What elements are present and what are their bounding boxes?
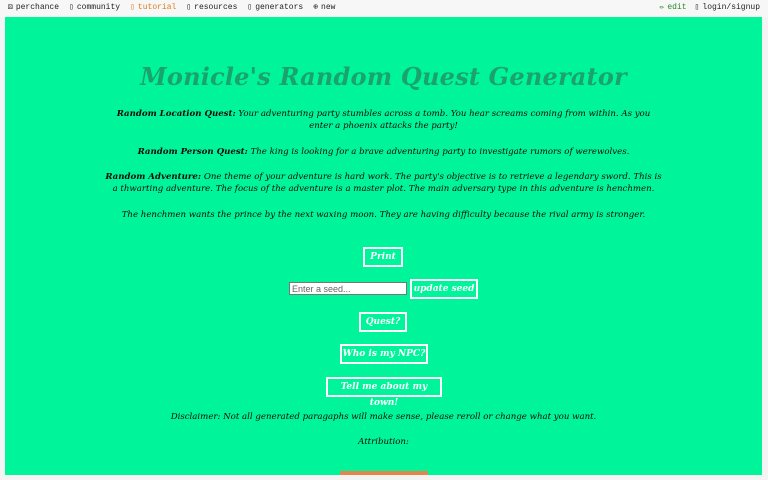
nav-login[interactable]: [695, 3, 760, 12]
nav-tutorial[interactable]: [130, 3, 176, 12]
person-quest: [105, 146, 662, 158]
town-button[interactable]: Tell me about my town!: [326, 377, 442, 397]
nav-new[interactable]: [313, 3, 335, 12]
list-icon: ▯: [247, 2, 253, 12]
plus-circle-icon: ⊕: [313, 2, 319, 12]
nav-resources[interactable]: [186, 3, 237, 12]
generator-frame: [5, 17, 762, 475]
person-quest-text: The king is looking for a brave adventuring party to investigate rumors of werewolves.: [250, 147, 630, 157]
nav-new-label: new: [321, 3, 336, 12]
npc-button[interactable]: Who is my NPC?: [340, 344, 428, 364]
random-adventure: [105, 171, 662, 195]
person-quest-label: Random Person Quest:: [137, 147, 248, 157]
attribution: Attribution:: [358, 437, 409, 447]
nav-perchance[interactable]: [8, 3, 59, 12]
location-quest-text: Your adventuring party stumbles across a tomb. You hear screams coming from within. As you enter a phoenix attacks the party!: [238, 109, 651, 131]
pencil-icon: ✏: [659, 2, 665, 12]
nav-resources-label: resources: [194, 3, 238, 12]
nav-community[interactable]: [69, 3, 120, 12]
seed-input[interactable]: [289, 282, 407, 295]
quest-button[interactable]: Quest?: [359, 312, 407, 332]
nav-right: [660, 3, 760, 12]
nav-left: [8, 3, 335, 12]
page-title: Monicle's Random Quest Generator: [140, 62, 627, 91]
nav-tutorial-label: tutorial: [137, 3, 177, 12]
user-icon: ▯: [694, 2, 700, 12]
update-seed-button[interactable]: update seed: [410, 279, 478, 299]
book-icon: ▯: [130, 2, 135, 12]
random-adventure-text: One theme of your adventure is hard work. The party's objective is to retrieve a legendary sword. This is a thwarting adventure. The focus of the adventure is a master plot. The main adversary type in this adventure is henchmen.: [112, 172, 662, 194]
adventure-detail: The henchmen wants the prince by the next waxing moon. They are having difficulty because the rival army is stronger.: [121, 210, 646, 220]
print-button[interactable]: Print: [363, 247, 403, 267]
nav-edit-label: edit: [667, 3, 687, 12]
top-nav: [0, 0, 768, 17]
nav-generators-label: generators: [255, 3, 304, 12]
dice-icon: ⚄: [8, 2, 13, 12]
random-adventure-label: Random Adventure:: [105, 172, 202, 182]
attribution-bar: [340, 471, 428, 475]
location-quest-label: Random Location Quest:: [116, 109, 236, 119]
disclaimer: Disclaimer: Not all generated paragaphs will make sense, please reroll or change what you want.: [170, 412, 597, 422]
link-icon: ▯: [186, 2, 192, 12]
nav-community-label: community: [76, 3, 121, 12]
location-quest: [105, 108, 662, 132]
nav-edit[interactable]: [660, 3, 687, 12]
nav-login-label: login/signup: [702, 3, 760, 12]
nav-perchance-label: perchance: [15, 3, 60, 12]
chat-icon: ▯: [69, 2, 74, 12]
nav-generators[interactable]: [247, 3, 303, 12]
